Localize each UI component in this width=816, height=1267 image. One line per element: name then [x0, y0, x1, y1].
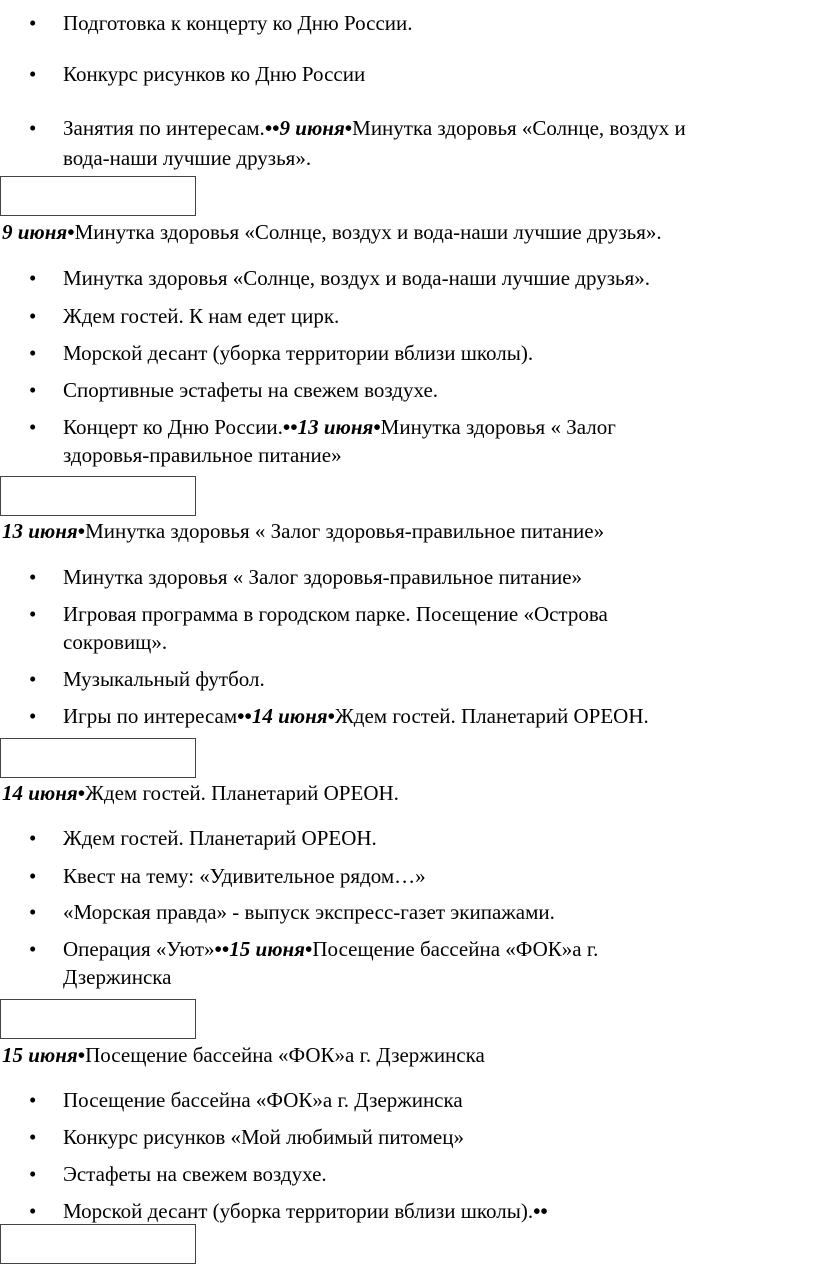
bullet: •	[29, 11, 37, 35]
bullet: •	[29, 341, 37, 365]
date-label: 13 июня	[297, 415, 374, 439]
date-label: 15 июня	[2, 1043, 78, 1067]
list-item: Игры по интересам••14 июня•Ждем гостей. Планетарий ОРЕОН.	[63, 704, 649, 728]
list-item: Минутка здоровья « Залог здоровья-правильное питание»	[63, 565, 583, 589]
list-item-continuation: сокровищ».	[63, 630, 168, 654]
bullet: •	[29, 667, 37, 691]
text-box	[0, 476, 196, 516]
bullet: •	[29, 266, 37, 290]
list-item-continuation: здоровья-правильное питание»	[63, 443, 342, 467]
bullet: •	[29, 1199, 37, 1223]
bullet: •	[29, 62, 37, 86]
list-item: Подготовка к концерту ко Дню России.	[63, 11, 413, 35]
text-box	[0, 176, 196, 216]
bullet: •	[29, 937, 37, 961]
day-heading: 14 июня•Ждем гостей. Планетарий ОРЕОН.	[2, 781, 399, 805]
list-item: Ждем гостей. К нам едет цирк.	[63, 304, 340, 328]
day-heading: 13 июня•Минутка здоровья « Залог здоровья-правильное питание»	[2, 519, 605, 543]
list-item: «Морская правда» - выпуск экспресс-газет экипажами.	[63, 900, 555, 924]
bullet: •	[29, 864, 37, 888]
list-item: Игровая программа в городском парке. Посещение «Острова	[63, 602, 608, 626]
list-item: Операция «Уют»••15 июня•Посещение бассейна «ФОК»а г.	[63, 937, 599, 961]
list-item: Конкурс рисунков «Мой любимый питомец»	[63, 1125, 464, 1149]
date-label: 9 июня	[279, 116, 345, 140]
date-label: 9 июня	[2, 220, 68, 244]
list-item: Конкурс рисунков ко Дню России	[63, 62, 366, 86]
list-item: Минутка здоровья «Солнце, воздух и вода-наши лучшие друзья».	[63, 266, 650, 290]
bullet: •	[29, 304, 37, 328]
bullet: •	[29, 826, 37, 850]
day-heading: 9 июня•Минутка здоровья «Солнце, воздух и вода-наши лучшие друзья».	[2, 220, 662, 244]
bullet: •	[29, 1088, 37, 1112]
date-label: 15 июня	[229, 937, 306, 961]
list-item: Музыкальный футбол.	[63, 667, 265, 691]
list-item-continuation: вода-наши лучшие друзья».	[63, 146, 312, 170]
list-item: Спортивные эстафеты на свежем воздухе.	[63, 378, 439, 402]
text-box	[0, 999, 196, 1039]
bullet: •	[29, 900, 37, 924]
bullet: •	[29, 1162, 37, 1186]
text-box	[0, 1224, 196, 1264]
bullet: •	[29, 704, 37, 728]
bullet: •	[29, 602, 37, 626]
list-item: Ждем гостей. Планетарий ОРЕОН.	[63, 826, 377, 850]
bullet: •	[29, 1125, 37, 1149]
bullet: •	[29, 378, 37, 402]
list-item: Квест на тему: «Удивительное рядом…»	[63, 864, 426, 888]
date-label: 13 июня	[2, 519, 78, 543]
list-item-continuation: Дзержинска	[63, 965, 172, 989]
list-item: Морской десант (уборка территории вблизи школы).••	[63, 1199, 548, 1223]
date-label: 14 июня	[251, 704, 328, 728]
text-box	[0, 738, 196, 778]
day-heading: 15 июня•Посещение бассейна «ФОК»а г. Дзержинска	[2, 1043, 485, 1067]
bullet: •	[29, 565, 37, 589]
list-item: Посещение бассейна «ФОК»а г. Дзержинска	[63, 1088, 463, 1112]
bullet: •	[29, 116, 37, 140]
bullet: •	[29, 415, 37, 439]
list-item: Концерт ко Дню России.••13 июня•Минутка здоровья « Залог	[63, 415, 616, 439]
list-item: Эстафеты на свежем воздухе.	[63, 1162, 327, 1186]
list-item: Морской десант (уборка территории вблизи школы).	[63, 341, 534, 365]
date-label: 14 июня	[2, 781, 78, 805]
list-item: Занятия по интересам.••9 июня•Минутка здоровья «Солнце, воздух и	[63, 116, 686, 140]
